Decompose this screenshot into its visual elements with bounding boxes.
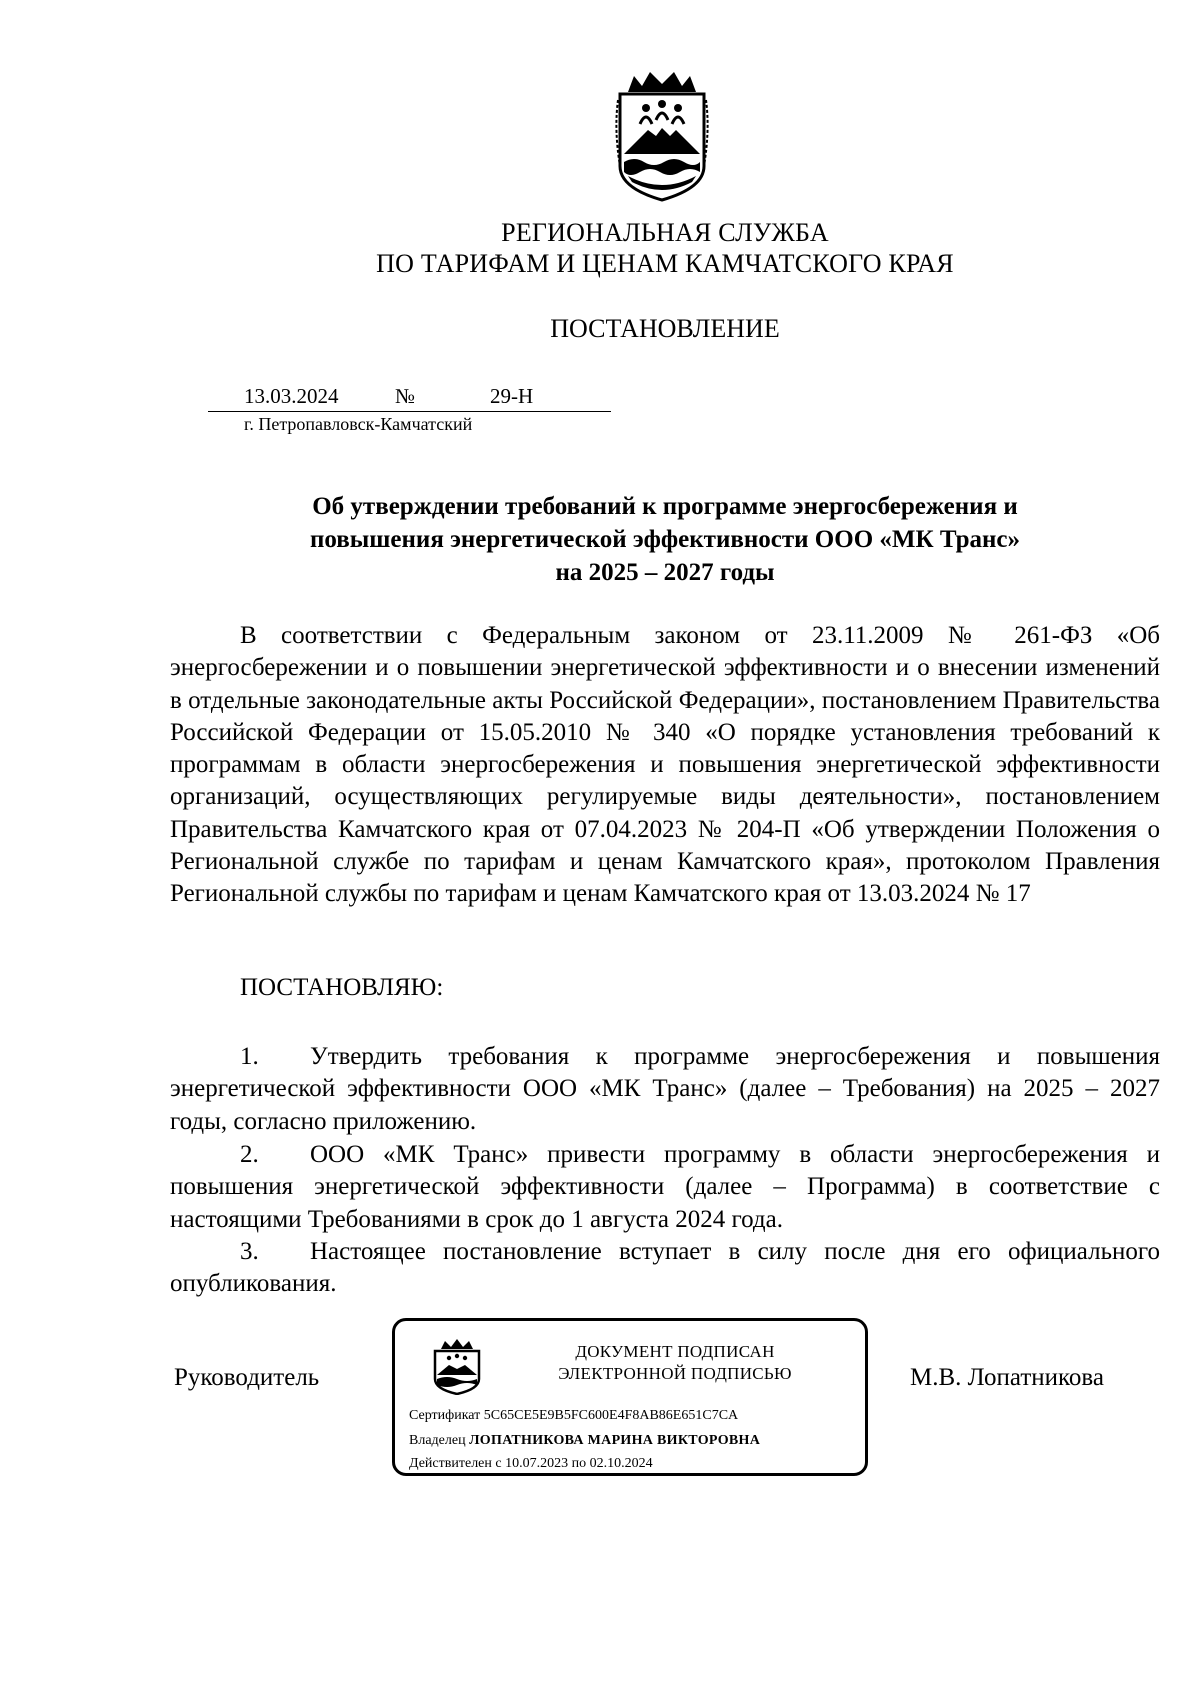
coat-of-arms-icon	[614, 70, 710, 202]
title-line-1: Об утверждении требований к программе энергосбережения и	[312, 493, 1018, 520]
valid-from: 10.07.2023	[505, 1456, 569, 1471]
stamp-validity-line	[409, 1455, 653, 1473]
intro-paragraph: В соответствии с Федеральным законом от 23.11.2009 № 261-ФЗ «Об энергосбережении и о повышении энергетической эффективности и о внесении изменений в отдельные законодательные акты Российской Федерации», постановлением Правительства Российской Федерации от 15.05.2010 № 340 «О порядке установления требований к программам в области энергосбережения и повышения энергетической эффективности организаций, осуществляющих регулируемые виды деятельности», постановлением Правительства Камчатского края от 07.04.2023 № 204-П «Об утверждении Положения о Региональной службе по тарифам и ценам Камчатского края», протоколом Правления Региональной службы по тарифам и ценам Камчатского края от 13.03.2024 № 17	[170, 622, 1160, 908]
list-item	[170, 1139, 1160, 1236]
certificate-value: 5C65CE5E9B5FC600E4F8AB86E651C7CA	[483, 1408, 739, 1423]
valid-to: 02.10.2024	[589, 1456, 653, 1471]
document-type: ПОСТАНОВЛЕНИЕ	[550, 314, 780, 343]
stamp-heading-line-2: ЭЛЕКТРОННОЙ ПОДПИСЬЮ	[558, 1364, 792, 1383]
electronic-signature-stamp	[392, 1318, 868, 1476]
list-item-text: ООО «МК Транс» привести программу в области энергосбережения и повышения энергетической эффективности (далее – Программа) в соответствие с настоящими Требованиями в срок до 1 августа 2024 года.	[170, 1141, 1160, 1233]
document-title	[170, 490, 1160, 589]
stamp-owner-line	[409, 1432, 760, 1450]
list-item-number: 3.	[240, 1238, 259, 1265]
owner-label: Владелец	[409, 1433, 466, 1448]
list-item	[170, 1041, 1160, 1138]
registration-date: 13.03.2024	[244, 384, 339, 408]
list-item-text: Настоящее постановление вступает в силу после дня его официального опубликования.	[170, 1238, 1160, 1298]
org-name-line-2: ПО ТАРИФАМ И ЦЕНАМ КАМЧАТСКОГО КРАЯ	[376, 249, 954, 278]
stamp-emblem-icon	[431, 1339, 483, 1395]
registration-number: 29-Н	[490, 384, 534, 408]
signer-role: Руководитель	[174, 1364, 320, 1391]
valid-to-label: по	[571, 1456, 587, 1471]
title-line-2: повышения энергетической эффективности ООО «МК Транс»	[310, 526, 1020, 553]
stamp-certificate-line	[409, 1407, 738, 1425]
owner-value: ЛОПАТНИКОВА МАРИНА ВИКТОРОВНА	[469, 1433, 761, 1448]
stamp-heading-line-1: ДОКУМЕНТ ПОДПИСАН	[575, 1342, 775, 1361]
list-item-text: Утвердить требования к программе энергосбережения и повышения энергетической эффективности ООО «МК Транс» (далее – Требования) на 2025 – 2027 годы, согласно приложению.	[170, 1043, 1160, 1135]
org-name-line-1: РЕГИОНАЛЬНАЯ СЛУЖБА	[501, 218, 829, 247]
resolve-heading: ПОСТАНОВЛЯЮ:	[240, 974, 444, 1001]
city: г. Петропавловск-Камчатский	[244, 414, 473, 434]
signer-name: М.В. Лопатникова	[910, 1364, 1104, 1391]
number-sign: №	[395, 384, 416, 408]
title-line-3: на 2025 – 2027 годы	[555, 559, 775, 586]
list-item-number: 1.	[240, 1043, 259, 1070]
certificate-label: Сертификат	[409, 1408, 481, 1423]
valid-label: Действителен с	[409, 1456, 502, 1471]
list-item-number: 2.	[240, 1141, 259, 1168]
registration-line	[208, 383, 611, 412]
list-item	[170, 1236, 1160, 1301]
